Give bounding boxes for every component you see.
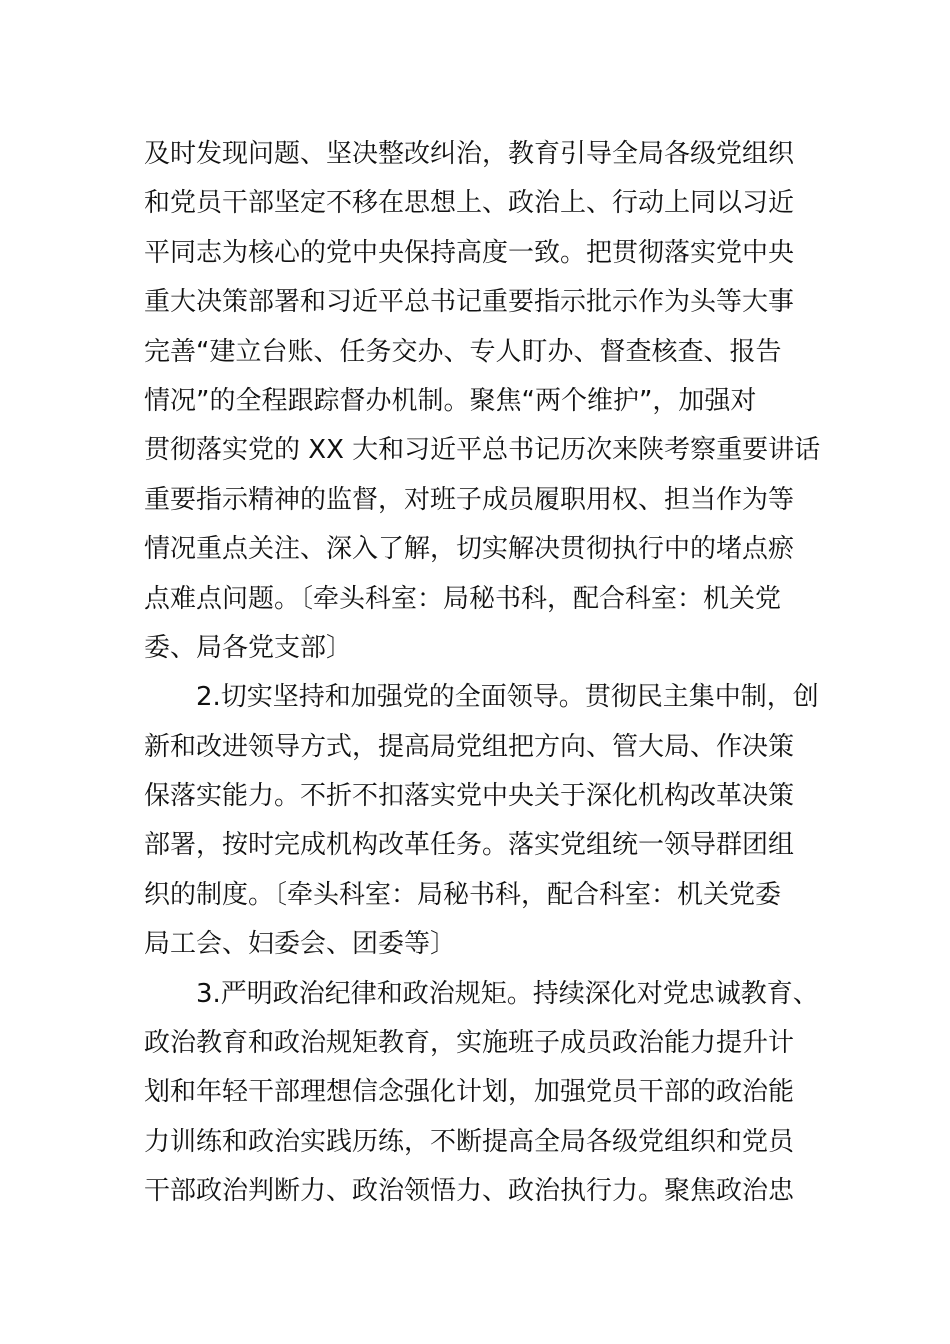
- text-line: 情况”的全程跟踪督办机制。聚焦“两个维护”，加强对: [144, 385, 757, 416]
- text-line: 情况重点关注、深入了解，切实解决贯彻执行中的堵点瘀: [144, 534, 795, 565]
- text-line: 划和年轻干部理想信念强化计划，加强党员干部的政治能: [144, 1077, 795, 1108]
- text-line: 重要指示精神的监督，对班子成员履职用权、担当作为等: [144, 484, 795, 515]
- paragraph-2-first-line: 2.切实坚持和加强党的全面领导。贯彻民主集中制，创: [144, 682, 819, 713]
- text-line: 和党员干部坚定不移在思想上、政治上、行动上同以习近: [144, 188, 795, 219]
- paragraph-3-first-line: 3.严明政治纪律和政治规矩。持续深化对党忠诚教育、: [144, 978, 819, 1009]
- text-line: 政治教育和政治规矩教育，实施班子成员政治能力提升计: [144, 1028, 795, 1059]
- text-line: 部署，按时完成机构改革任务。落实党组统一领导群团组: [144, 830, 795, 861]
- text-line: 干部政治判断力、政治领悟力、政治执行力。聚焦政治忠: [144, 1176, 795, 1207]
- body-text: [144, 130, 821, 1217]
- text-line: 力训练和政治实践历练，不断提高全局各级党组织和党员: [144, 1126, 795, 1157]
- text-line: 重大决策部署和习近平总书记重要指示批示作为头等大事: [144, 287, 795, 318]
- text-line: 及时发现问题、坚决整改纠治，教育引导全局各级党组织: [144, 139, 795, 169]
- text-line: 保落实能力。不折不扣落实党中央关于深化机构改革决策: [144, 781, 795, 812]
- text-line: 委、局各党支部〕: [144, 632, 353, 663]
- text-line: 平同志为核心的党中央保持高度一致。把贯彻落实党中央: [144, 237, 795, 268]
- text-line: 织的制度。〔牵头科室：局秘书科，配合科室：机关党委: [144, 879, 782, 910]
- text-line: 贯彻落实党的 XX 大和习近平总书记历次来陕考察重要讲话: [144, 435, 821, 466]
- text-line: 完善“建立台账、任务交办、专人盯办、督查核查、报告: [144, 336, 782, 367]
- text-line: 点难点问题。〔牵头科室：局秘书科，配合科室：机关党: [144, 583, 782, 614]
- text-line: 新和改进领导方式，提高局党组把方向、管大局、作决策: [144, 731, 795, 762]
- text-line: 局工会、妇委会、团委等〕: [144, 929, 457, 960]
